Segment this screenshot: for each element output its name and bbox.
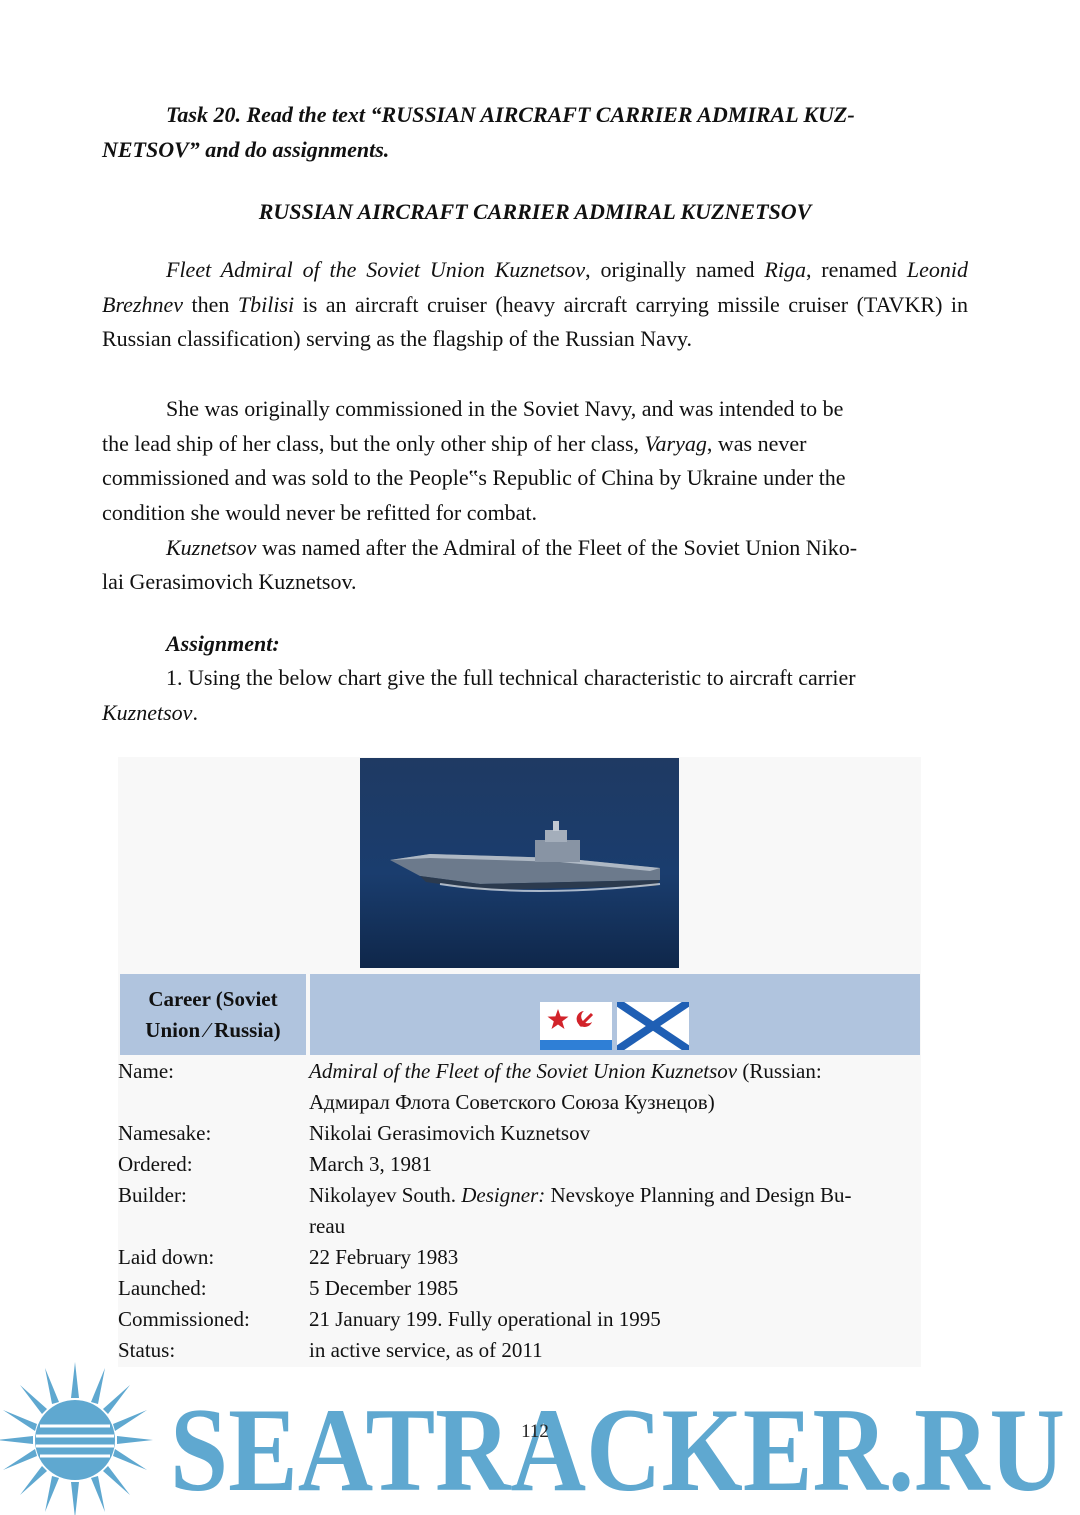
- status-value: in active service, as of 2011: [309, 1338, 543, 1362]
- builder-value: Nikolayev South. Designer: Nevskoye Planning and Design Bu-: [309, 1183, 852, 1207]
- paragraph-3-line-2: lai Gerasimovich Kuznetsov.: [102, 569, 357, 594]
- ship-infobox: [118, 757, 921, 1367]
- page-number: 112: [521, 1421, 549, 1442]
- task-title: Task 20. Read the text “RUSSIAN AIRCRAFT CARRIER ADMIRAL KUZ-: [166, 102, 855, 127]
- name-value: Admiral of the Fleet of the Soviet Union Kuznetsov (Russian:: [309, 1059, 822, 1083]
- career-flags: [310, 974, 920, 1055]
- namesake-value: Nikolai Gerasimovich Kuznetsov: [309, 1121, 591, 1145]
- paragraph-2-line-2: the lead ship of her class, but the only other ship of her class, Varyag, was never: [102, 431, 807, 456]
- status-key: Status:: [118, 1338, 176, 1362]
- builder-key: Builder:: [118, 1183, 187, 1207]
- carrier-photo: [360, 758, 679, 968]
- assignment-title: Assignment:: [166, 631, 280, 656]
- namesake-key: Namesake:: [118, 1121, 212, 1145]
- launched-value: 5 December 1985: [309, 1276, 459, 1300]
- builder-value-cont: reau: [309, 1214, 346, 1238]
- paragraph-1: Fleet Admiral of the Soviet Union Kuznetsov, originally named Riga, renamed Leonid Brezhnev then Tbilisi is an aircraft cruiser (heavy aircraft carrying missile cruiser (TAVKR) in Russian classification) serving as the flagship of the Russian Navy.: [102, 257, 969, 351]
- commissioned-value: 21 January 199. Fully operational in 1995: [309, 1307, 661, 1331]
- commissioned-key: Commissioned:: [118, 1307, 250, 1331]
- laid-down-value: 22 February 1983: [309, 1245, 459, 1269]
- assignment-line-1: 1. Using the below chart give the full technical characteristic to aircraft carrier: [166, 665, 856, 690]
- article-heading: RUSSIAN AIRCRAFT CARRIER ADMIRAL KUZNETSOV: [258, 199, 812, 224]
- soviet-navy-flag-icon: [540, 1002, 612, 1050]
- watermark-text: SEATRACKER.RU: [170, 1383, 1065, 1515]
- paragraph-2-line-3: commissioned and was sold to the People‟s Republic of China by Ukraine under the: [102, 465, 846, 490]
- paragraph-3-line-1: Kuznetsov was named after the Admiral of the Fleet of the Soviet Union Niko-: [166, 535, 858, 560]
- ordered-key: Ordered:: [118, 1152, 193, 1176]
- career-label: Career (Soviet Union ⁄ Russia): [120, 974, 306, 1055]
- name-key: Name:: [118, 1059, 174, 1083]
- ordered-value: March 3, 1981: [309, 1152, 433, 1176]
- launched-key: Launched:: [118, 1276, 207, 1300]
- task-title-cont: NETSOV” and do assignments.: [102, 137, 390, 162]
- assignment-line-2: Kuznetsov.: [102, 700, 198, 725]
- laid-down-key: Laid down:: [118, 1245, 215, 1269]
- name-value-russian: Адмирал Флота Советского Союза Кузнецов): [309, 1090, 715, 1114]
- paragraph-2-line-4: condition she would never be refitted for combat.: [102, 500, 537, 525]
- paragraph-2-line-1: She was originally commissioned in the Soviet Navy, and was intended to be: [166, 396, 844, 421]
- st-andrew-flag-icon: [617, 1002, 689, 1050]
